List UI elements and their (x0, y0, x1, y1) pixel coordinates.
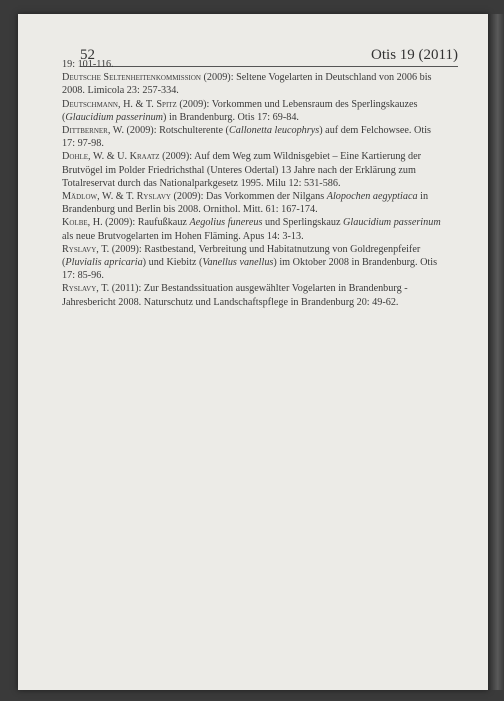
reference-continuation: 19: 101-116. (62, 59, 114, 70)
species-name: Glaucidium passerinum (65, 111, 164, 123)
species-name: Alopochen aegyptiaca (326, 191, 418, 203)
reference-author: Spitz (156, 98, 177, 110)
species-name: Callonetta leucophrys (228, 125, 320, 137)
reference-entry (62, 243, 444, 283)
reference-text: (2009): Seltene Vogelarten in Deutschland von 2006 bis 2008. Limicola 23: 257-334. (62, 72, 432, 97)
reference-list (62, 58, 444, 309)
reference-text: als neue Brutvogelarten im Hohen Fläming. Apus 14: 3-13. (62, 230, 304, 242)
reference-author: Deutschmann (62, 98, 118, 110)
reference-author: Mädlow (62, 191, 98, 203)
reference-author: Ryslavy (62, 283, 97, 295)
reference-text: , T. (2011): Zur Bestandssituation ausgewählter Vogelarten in Brandenburg - Jahresbericht 2008. Naturschutz und Landschaftspflege in Brandenburg 20: 49-62. (62, 283, 408, 308)
reference-entry (62, 282, 444, 308)
reference-entry (62, 190, 444, 216)
reference-author: Kraatz (129, 151, 160, 163)
reference-text: ) in Brandenburg. Otis 17: 69-84. (163, 111, 299, 123)
reference-author: Deutsche Seltenheitenkommission (62, 72, 201, 84)
book-spine (488, 14, 504, 690)
journal-issue: Otis 19 (2011) (371, 47, 458, 63)
species-name: Aegolius funereus (189, 217, 263, 229)
reference-author: Dittberner (62, 125, 108, 137)
reference-author: Ryslavy (136, 191, 171, 203)
reference-text: (2009): Das Vorkommen der Nilgans (170, 191, 327, 203)
reference-entry (62, 124, 444, 150)
reference-entry (62, 150, 444, 190)
species-name: Pluvialis apricaria (65, 257, 143, 269)
reference-text: ) im Oktober 2008 in Brandenburg. Otis 17: 85-96. (62, 257, 438, 282)
reference-text: , W. & T. (97, 191, 137, 203)
reference-text: in Brandenburg und Berlin bis 2008. Ornithol. Mitt. 61: 167-174. (62, 191, 429, 216)
reference-text: ) und Kiebitz ( (142, 257, 203, 269)
reference-text: , W. (2009): Rotschulterente ( (107, 125, 229, 137)
reference-entry (62, 71, 444, 97)
reference-author: Ryslavy (62, 243, 97, 255)
species-name: Glaucidium passerinum (343, 217, 441, 229)
page-number: 52 (80, 47, 95, 63)
reference-text: (2009): Auf dem Weg zum Wildnisgebiet – Eine Kartierung der Brutvögel im Polder Friedrichsthal (Unteres Odertal) 13 Jahre nach der Erklärung zum Totalreservat durch das Nationalparkgesetz 1995. Milu 12: 531-586. (62, 151, 422, 189)
species-name: Vanellus vanellus (202, 257, 274, 269)
reference-text: , H. (2009): Raufußkauz (87, 217, 190, 229)
reference-author: Dohle (62, 151, 89, 163)
reference-author: Kolbe (62, 217, 88, 229)
reference-entry (62, 98, 444, 124)
reference-text: , W. & U. (88, 151, 130, 163)
reference-text: ) auf dem Felchowsee. Otis 17: 97-98. (62, 125, 431, 150)
reference-entry (62, 216, 444, 242)
reference-text: (2009): Vorkommen und Lebensraum des Sperlingskauzes ( (62, 98, 418, 123)
reference-text: und Sperlingskauz (262, 217, 344, 229)
reference-text: , H. & T. (117, 98, 157, 110)
reference-text: , T. (2009): Rastbestand, Verbreitung und Habitatnutzung von Goldregenpfeifer ( (62, 243, 421, 269)
